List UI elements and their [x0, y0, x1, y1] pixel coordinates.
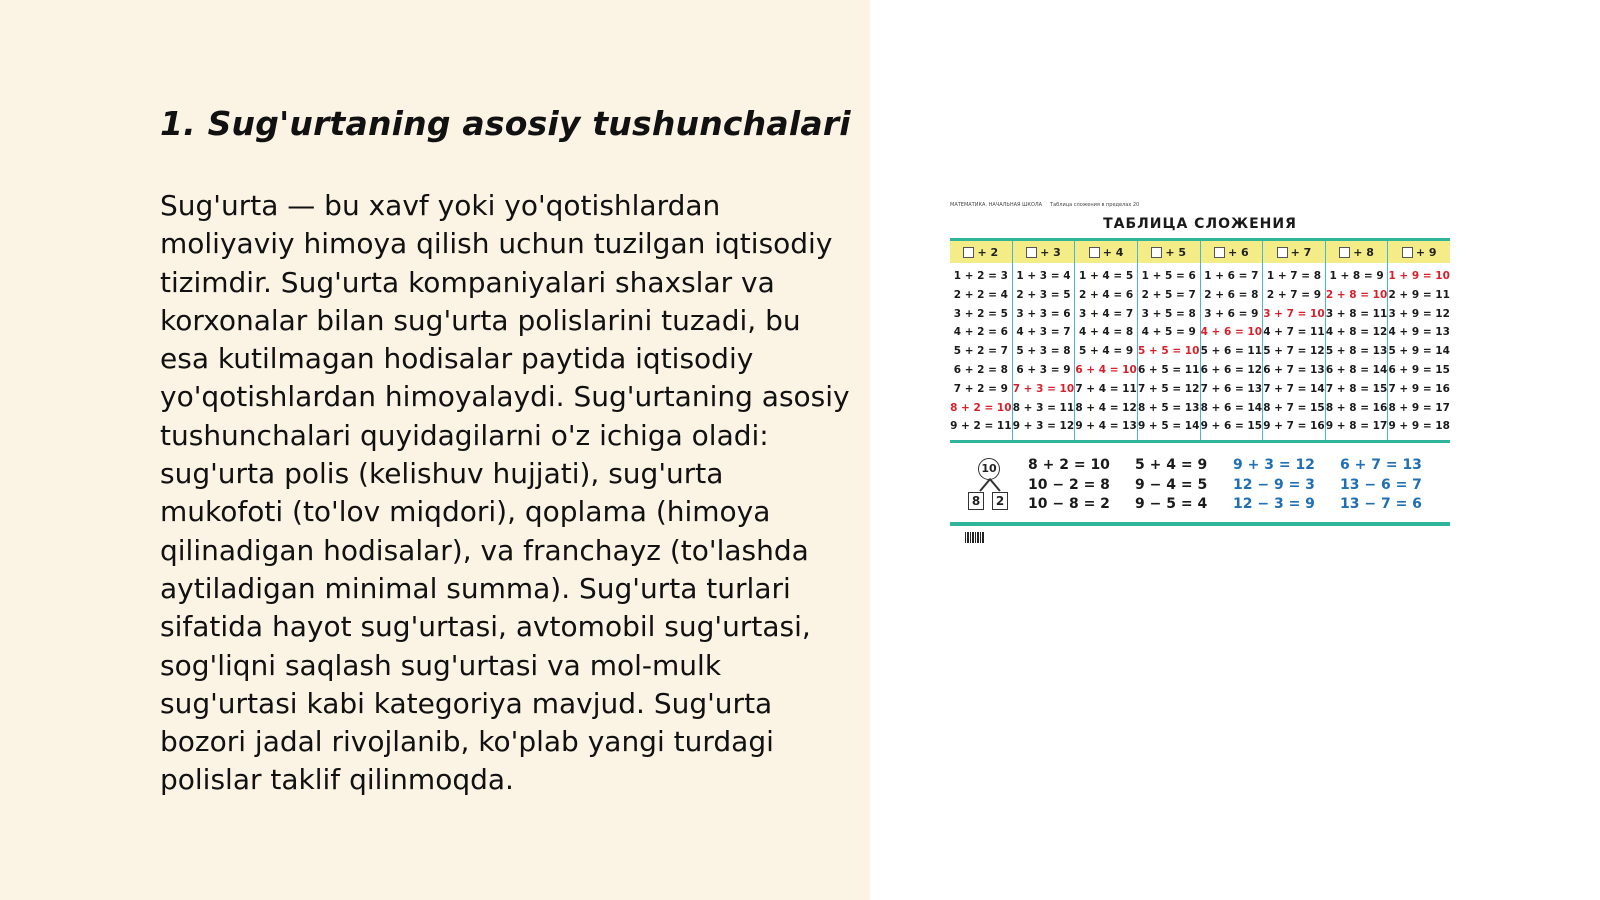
checkbox-square-icon	[963, 247, 974, 258]
example-equation: 9 + 3 = 12	[1233, 457, 1315, 473]
sum-ten-equation: 3 + 7 = 10	[1263, 307, 1325, 320]
grid-header-cell	[1137, 241, 1200, 263]
grid-header-label: + 6	[1227, 245, 1249, 259]
decomposition-line-left	[979, 478, 990, 491]
grid-equation: 2 + 2 = 4	[953, 288, 1008, 301]
grid-equation: 6 + 3 = 9	[1016, 363, 1071, 376]
grid-equation: 2 + 6 = 8	[1204, 288, 1259, 301]
grid-equation: 9 + 6 = 15	[1200, 420, 1263, 433]
grid-header-label: + 7	[1290, 245, 1312, 259]
grid-equation: 7 + 6 = 13	[1200, 382, 1263, 395]
grid-column	[1137, 263, 1200, 440]
grid-equation: 8 + 6 = 14	[1200, 401, 1263, 414]
grid-equation: 5 + 2 = 7	[953, 345, 1008, 358]
example-equation: 8 + 2 = 10	[1028, 457, 1110, 473]
grid-equation: 7 + 5 = 12	[1137, 382, 1200, 395]
addition-grid	[950, 238, 1450, 443]
example-group	[1135, 456, 1207, 515]
example-equation: 9 − 4 = 5	[1135, 476, 1208, 493]
example-group	[1233, 456, 1315, 515]
grid-header-cell	[1262, 241, 1325, 263]
example-group	[1028, 456, 1110, 515]
grid-equation: 8 + 3 = 11	[1012, 401, 1075, 414]
example-equation: 6 + 7 = 13	[1340, 457, 1422, 473]
grid-column	[1074, 263, 1137, 440]
grid-equation: 8 + 8 = 16	[1325, 401, 1388, 414]
grid-equation: 6 + 6 = 12	[1200, 363, 1263, 376]
grid-equation: 3 + 6 = 9	[1204, 307, 1259, 320]
grid-equation: 6 + 9 = 15	[1388, 363, 1450, 376]
grid-equation: 7 + 7 = 14	[1263, 382, 1325, 395]
grid-column	[1200, 263, 1263, 440]
grid-equation: 3 + 8 = 11	[1325, 307, 1388, 320]
grid-equation: 4 + 7 = 11	[1263, 326, 1325, 339]
poster-header-subject: МАТЕМАТИКА. НАЧАЛЬНАЯ ШКОЛА	[950, 202, 1043, 208]
example-equation: 9 − 5 = 4	[1135, 496, 1208, 512]
grid-header-label: + 5	[1165, 245, 1187, 259]
grid-column	[950, 263, 1012, 440]
grid-equation: 9 + 2 = 11	[950, 420, 1012, 433]
grid-column	[1262, 263, 1325, 440]
grid-equation: 1 + 7 = 8	[1266, 270, 1321, 282]
grid-equation: 7 + 8 = 15	[1325, 382, 1388, 395]
sum-ten-equation: 7 + 3 = 10	[1012, 382, 1075, 395]
poster-title: ТАБЛИЦА СЛОЖЕНИЯ	[1103, 216, 1297, 232]
grid-equation: 1 + 2 = 3	[953, 270, 1008, 282]
poster-header-subtitle: Таблица сложения в пределах 20	[1050, 202, 1140, 208]
grid-equation: 3 + 3 = 6	[1016, 307, 1071, 320]
grid-header-label: + 3	[1040, 245, 1061, 259]
grid-equation: 2 + 4 = 6	[1078, 288, 1134, 301]
grid-equation: 5 + 8 = 13	[1325, 345, 1388, 358]
slide-title: 1. Sug'urtaning asosiy tushunchalari	[160, 104, 851, 143]
grid-equation: 2 + 3 = 5	[1016, 288, 1071, 301]
grid-equation: 7 + 2 = 9	[953, 382, 1008, 395]
grid-header-cell	[1074, 241, 1137, 263]
grid-equation: 6 + 2 = 8	[953, 363, 1008, 376]
grid-equation: 9 + 4 = 13	[1075, 420, 1137, 433]
grid-equation: 6 + 7 = 13	[1263, 363, 1325, 376]
examples-section	[950, 456, 1450, 518]
example-group	[1340, 456, 1422, 515]
sum-ten-equation: 6 + 4 = 10	[1075, 363, 1137, 376]
grid-header-row	[950, 241, 1450, 263]
grid-equation: 4 + 3 = 7	[1016, 326, 1071, 339]
example-equation: 12 − 9 = 3	[1233, 476, 1315, 493]
sum-ten-equation: 8 + 2 = 10	[950, 401, 1012, 414]
grid-equation: 6 + 8 = 14	[1325, 363, 1388, 376]
grid-equation: 2 + 7 = 9	[1266, 288, 1321, 301]
sum-ten-equation: 2 + 8 = 10	[1325, 288, 1388, 301]
checkbox-square-icon	[1151, 247, 1162, 258]
checkbox-square-icon	[1214, 247, 1225, 258]
grid-equation: 4 + 2 = 6	[953, 326, 1008, 339]
grid-equation: 3 + 2 = 5	[953, 307, 1008, 320]
grid-column	[1012, 263, 1075, 440]
grid-equation: 9 + 5 = 14	[1137, 420, 1200, 433]
grid-equation: 4 + 8 = 12	[1325, 326, 1388, 339]
grid-equation: 9 + 7 = 16	[1263, 420, 1325, 433]
grid-equation: 2 + 9 = 11	[1388, 288, 1450, 301]
example-equation: 13 − 7 = 6	[1340, 496, 1422, 512]
decomposition-line-right	[989, 478, 1000, 491]
checkbox-square-icon	[1026, 247, 1037, 258]
grid-header-cell	[1387, 241, 1450, 263]
decomposition-part-a: 8	[968, 492, 984, 510]
decomposition-part-b: 2	[992, 492, 1008, 510]
grid-body	[950, 263, 1450, 440]
grid-header-label: + 2	[977, 245, 999, 259]
grid-equation: 3 + 9 = 12	[1388, 307, 1450, 320]
grid-header-label: + 9	[1415, 245, 1437, 259]
example-equation: 5 + 4 = 9	[1135, 457, 1208, 473]
grid-header-label: + 4	[1102, 245, 1124, 259]
grid-header-cell	[1325, 241, 1388, 263]
grid-equation: 7 + 4 = 11	[1075, 382, 1137, 395]
barcode-icon	[965, 532, 985, 543]
checkbox-square-icon	[1339, 247, 1350, 258]
grid-equation: 5 + 6 = 11	[1200, 345, 1263, 358]
grid-equation: 3 + 5 = 8	[1141, 307, 1196, 320]
checkbox-square-icon	[1402, 247, 1413, 258]
grid-equation: 5 + 3 = 8	[1016, 345, 1071, 358]
grid-equation: 2 + 5 = 7	[1141, 288, 1196, 301]
grid-equation: 5 + 4 = 9	[1078, 345, 1134, 358]
grid-equation: 4 + 5 = 9	[1141, 326, 1196, 339]
checkbox-square-icon	[1089, 247, 1100, 258]
grid-header-cell	[950, 241, 1012, 263]
grid-equation: 8 + 4 = 12	[1075, 401, 1137, 414]
slide-body-text: Sug'urta — bu xavf yoki yo'qotishlardan moliyaviy himoya qilish uchun tuzilgan iqtisodiy tizimdir. Sug'urta kompaniyalari shaxslar va korxonalar bilan sug'urta polislarini tuzadi, bu esa kutilmagan hodisalar paytida iqtisodiy yo'qotishlardan himoyalaydi. Sug'urtaning asosiy tushunchalari quyidagilarni o'z ichiga oladi: sug'urta polis (kelishuv hujjati), sug'urta mukofoti (to'lov miqdori), qoplama (himoya qilinadigan hodisalar), va franchayz (to'lashda aytiladigan minimal summa). Sug'urta turlari sifatida hayot sug'urtasi, avtomobil sug'urtasi, sog'liqni saqlash sug'urtasi va mol-mulk sug'urtasi kabi kategoriya mavjud. Sug'urta bozori jadal rivojlanib, ko'plab yangi turdagi polislar taklif qilinmoqda.	[160, 189, 850, 797]
grid-equation: 1 + 4 = 5	[1078, 270, 1134, 282]
poster-header	[950, 202, 1139, 208]
grid-equation: 6 + 5 = 11	[1137, 363, 1200, 376]
grid-equation: 4 + 4 = 8	[1078, 326, 1134, 339]
grid-equation: 1 + 5 = 6	[1141, 270, 1196, 282]
grid-equation: 7 + 9 = 16	[1388, 382, 1450, 395]
grid-equation: 1 + 8 = 9	[1329, 270, 1384, 282]
grid-equation: 5 + 9 = 14	[1388, 345, 1450, 358]
checkbox-square-icon	[1277, 247, 1288, 258]
addition-table-image	[950, 202, 1455, 547]
poster-footer-line	[950, 522, 1450, 526]
grid-header-cell	[1200, 241, 1263, 263]
grid-equation: 8 + 9 = 17	[1388, 401, 1450, 414]
grid-equation: 4 + 9 = 13	[1388, 326, 1450, 339]
grid-header-cell	[1012, 241, 1075, 263]
grid-column	[1325, 263, 1388, 440]
example-equation: 10 − 8 = 2	[1028, 496, 1110, 512]
example-equation: 13 − 6 = 7	[1340, 476, 1422, 493]
example-equation: 10 − 2 = 8	[1028, 476, 1110, 493]
decomposition-whole: 10	[978, 458, 1000, 480]
grid-equation: 9 + 3 = 12	[1012, 420, 1075, 433]
grid-equation: 5 + 7 = 12	[1263, 345, 1325, 358]
grid-equation: 9 + 9 = 18	[1388, 420, 1450, 433]
grid-equation: 9 + 8 = 17	[1325, 420, 1388, 433]
grid-header-label: + 8	[1353, 245, 1374, 259]
grid-equation: 8 + 5 = 13	[1137, 401, 1200, 414]
sum-ten-equation: 1 + 9 = 10	[1388, 270, 1450, 282]
grid-equation: 1 + 3 = 4	[1016, 270, 1071, 282]
sum-ten-equation: 4 + 6 = 10	[1200, 326, 1263, 339]
grid-equation: 8 + 7 = 15	[1263, 401, 1325, 414]
grid-equation: 3 + 4 = 7	[1078, 307, 1134, 320]
grid-equation: 1 + 6 = 7	[1204, 270, 1259, 282]
grid-column	[1387, 263, 1450, 440]
sum-ten-equation: 5 + 5 = 10	[1137, 345, 1200, 358]
example-equation: 12 − 3 = 9	[1233, 496, 1315, 512]
